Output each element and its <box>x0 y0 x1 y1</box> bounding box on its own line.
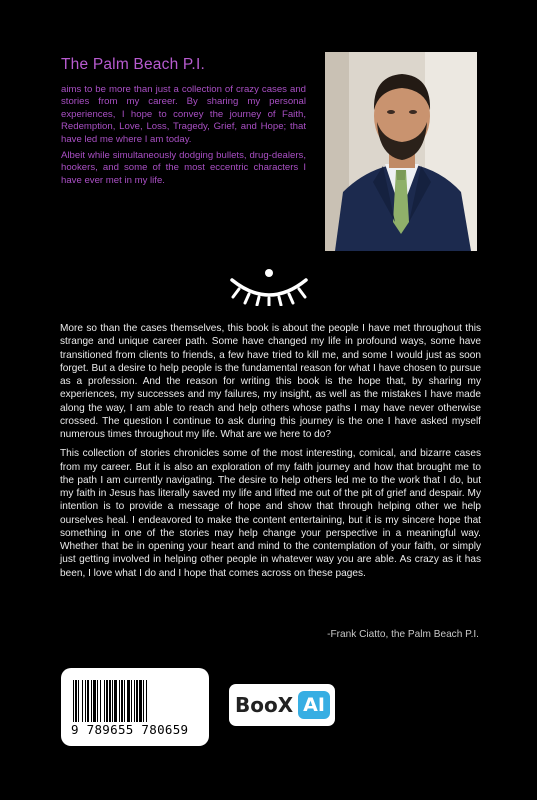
body-paragraph-1: More so than the cases themselves, this book is about the people I have met throughout this strange and unique career path. Some have changed my life in profound ways, some have transitioned from clients to friends, a few have tried to kill me, and some I would just as soon forget. But a desire to help people is the fundamental reason for what I have chosen to pursue as a profession. And the reason for writing this book is the hope that, by sharing my experiences, my successes and my failures, my insight, as well as the mistakes I have made along the way, I am able to reach and help others whose paths I may have never otherwise crossed. The question I continue to ask during this journey is the one I have asked myself numerous times throughout my life. What are we here to do? <box>60 323 481 440</box>
closed-eye-icon <box>227 266 311 306</box>
intro-text <box>61 84 306 191</box>
barcode-number: 9 789655 780659 <box>71 722 189 737</box>
back-cover-text <box>60 322 481 586</box>
publisher-logo-ai: AI <box>298 691 330 719</box>
isbn-barcode <box>61 668 209 746</box>
body-paragraph-2: This collection of stories chronicles some of the most interesting, comical, and bizarre cases from my career. But it is also an exploration of my faith journey and how that brought me to the path I am currently navigating. The desire to help others led me to the work that I do, but my faith in Jesus has literally saved my life and lifted me out of the pit of grief and despair. My intention is to provide a message of hope and show that through helping other we help ourselves heal. I endeavored to make the content entertaining, but it is my sincere hope that something in one of the stories may help change your perspective in a meaningful way. Whether that be in opening your heart and mind to the contemplation of your faith, or simply just getting involved in helping other people in whatever way you are able. As crazy as it has been, I love what I do and I hope that comes across on these pages. <box>60 448 481 579</box>
publisher-logo <box>229 684 335 726</box>
intro-paragraph-2: Albeit while simultaneously dodging bullets, drug-dealers, hookers, and some of the most eccentric characters I have ever met in my life. <box>61 150 306 186</box>
author-photo <box>325 52 477 251</box>
author-signature: -Frank Ciatto, the Palm Beach P.I. <box>327 629 479 640</box>
publisher-logo-text: BooX <box>235 693 294 717</box>
book-title: The Palm Beach P.I. <box>61 56 205 73</box>
intro-paragraph-1: aims to be more than just a collection of crazy cases and stories from my career. By sharing my personal experiences, I hope to convey the journey of Faith, Redemption, Love, Loss, Tragedy, Grief, and Hope; that have led me where I am today. <box>61 84 306 145</box>
barcode-bars <box>73 680 197 722</box>
